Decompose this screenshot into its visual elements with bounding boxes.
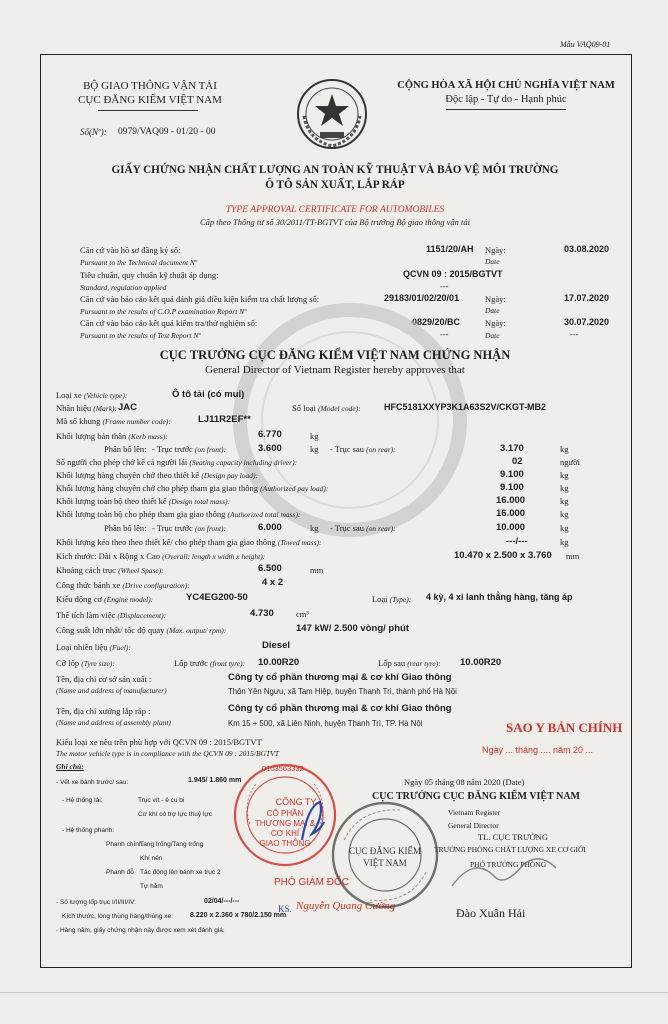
design-pay-unit: kg	[560, 470, 569, 480]
tyre-front-value: 10.00R20	[258, 657, 300, 668]
company-deputy-title: PHÓ GIÁM ĐỐC	[274, 877, 350, 888]
design-total-value: 16.000	[496, 495, 526, 506]
sign-date: Ngày 05 tháng 08 năm 2020 (Date)	[404, 777, 525, 787]
tyre-en: (Tyre size):	[81, 659, 115, 668]
notes-title: Ghi chú:	[56, 762, 84, 771]
approval-heading: CỤC TRƯỞNG CỤC ĐĂNG KIỂM VIỆT NAM CHỨNG NHẬN	[159, 348, 511, 362]
tyre-rear-label: Lốp sau	[378, 658, 406, 668]
register-stamp-center2: VIỆT NAM	[363, 858, 407, 868]
auth-pay-value: 9.100	[500, 482, 524, 493]
manuf-en: (Name and address of manufacturer)	[56, 686, 167, 695]
for-director: TL. CỤC TRƯỞNG	[478, 832, 548, 842]
dim-value: 10.470 x 2.500 x 3.760	[454, 550, 552, 561]
basis-row4-value: 0829/20/BC	[412, 317, 461, 327]
tyre-front-label: Lốp trước	[174, 658, 208, 668]
dim-en: (Overall: length x width x height):	[162, 552, 266, 561]
kerb-rear-value: 3.170	[500, 443, 524, 454]
fuel-en: (Fuel):	[109, 643, 131, 652]
register-en: Vietnam Register	[448, 808, 501, 817]
seat-en: (Seating capacity including driver):	[189, 458, 298, 467]
design-total-unit: kg	[560, 496, 569, 506]
company-signature-mark-icon	[298, 796, 328, 846]
form-code: Mẫu VAQ09-01	[560, 40, 611, 49]
number-label: Số(Nº):	[80, 127, 107, 137]
motto: Độc lập - Tự do - Hạnh phúc	[445, 94, 567, 105]
company-stamp-top: CÔNG TY	[275, 797, 317, 807]
note-steering-label: - Hệ thống lái:	[62, 797, 103, 804]
basis-row3-label: Căn cứ vào báo cáo kết quả đánh giá điều kiện kiểm tra chất lượng số:	[80, 294, 320, 304]
fuel-value: Diesel	[262, 640, 290, 651]
design-total-label: Khối lượng toàn bộ theo thiết kế	[56, 496, 167, 506]
note-cargo-value: 8.220 x 2.360 x 780/2.150 mm	[190, 912, 287, 919]
compliance-en: The motor vehicle type is in compliance with the QCVN 09 : 2015/BGTVT	[56, 749, 279, 758]
kerb-rear-en: (on rear):	[366, 445, 396, 454]
total-rear-label: - Trục sau	[330, 523, 365, 533]
auth-total-label: Khối lượng toàn bộ cho phép tham gia giao thông	[56, 509, 226, 519]
basis-row3-en: Pursuant to the results of C.O.P examination Report Nº	[80, 307, 247, 316]
kerb-front-unit: kg	[310, 444, 319, 454]
basis-row4-date-label: Ngày:	[485, 318, 506, 328]
basis-row1-date-label: Ngày:	[485, 245, 506, 255]
basis-row2-value: QCVN 09 : 2015/BGTVT	[403, 269, 503, 279]
basis-row3-date: 17.07.2020	[564, 293, 610, 303]
engine-label: Kiểu động cơ	[56, 594, 103, 604]
basis-row1-label: Căn cứ vào hồ sơ đăng ký số:	[80, 245, 181, 255]
manuf-name: Công ty cổ phần thương mại & cơ khí Giao thông	[228, 672, 452, 683]
auth-total-value: 16.000	[496, 508, 526, 519]
seat-label: Số người cho phép chở kể cả người lái	[56, 457, 188, 467]
note-brake-main-v1: Tang trống/Tang trống	[140, 841, 204, 848]
kerb-unit: kg	[310, 431, 319, 441]
title-line1: GIẤY CHỨNG NHẬN CHẤT LƯỢNG AN TOÀN KỸ THUẬT VÀ BẢO VỆ MÔI TRƯỜNG	[111, 164, 559, 176]
design-total-en: (Design total mass):	[168, 497, 230, 506]
total-front-label: - Trục trước	[152, 523, 193, 533]
basis-row4-sub: ---	[440, 329, 449, 339]
kerb-rear-label: - Trục sau	[330, 444, 365, 454]
config-label: Công thức bánh xe	[56, 580, 121, 590]
basis-row4-en: Pursuant to the results of Test Report Nº	[80, 331, 201, 340]
disp-value: 4.730	[250, 608, 274, 619]
note-tyre-count-label: - Số lượng lốp trục I/II/III/IV:	[56, 899, 136, 906]
basis-row1-date-en: Date	[485, 257, 500, 266]
engine-type-en: (Type):	[389, 595, 412, 604]
total-rear-value: 10.000	[496, 522, 526, 533]
tyre-front-en: (front tyre):	[210, 659, 246, 668]
wheel-value: 6.500	[258, 563, 282, 574]
wheel-label: Khoảng cách trục	[56, 565, 116, 575]
auth-pay-unit: kg	[560, 483, 569, 493]
dept-head: TRƯỞNG PHÒNG CHẤT LƯỢNG XE CƠ GIỚI	[434, 845, 586, 854]
basis-row1-value: 1151/20/AH	[426, 244, 474, 254]
total-rear-unit: kg	[560, 523, 569, 533]
director-title: CỤC TRƯỞNG CỤC ĐĂNG KIỂM VIỆT NAM	[372, 791, 580, 802]
kerb-front-value: 3.600	[258, 443, 282, 454]
engine-en: (Engine model):	[104, 595, 154, 604]
note-tyre-count-value: 02/04/---/---	[204, 898, 240, 905]
type-en: (Vehicle type):	[83, 391, 128, 400]
basis-row2-sub: ---	[440, 281, 449, 291]
config-en: (Drive configuration):	[122, 581, 190, 590]
note-cargo-label: Kích thước, lòng thùng hàng/thùng xe:	[62, 913, 173, 920]
company-stamp-l3: CƠ KHÍ	[270, 829, 300, 838]
total-front-unit: kg	[310, 523, 319, 533]
kerb-value: 6.770	[258, 429, 282, 440]
basis-row2-en: Standard, regulation applied	[80, 283, 167, 292]
note-steering-v2: Cơ khí có trợ lực thuỷ lực	[138, 811, 212, 818]
model-value: HFC5181XXYP3K1A63S2V/CKGT-MB2	[384, 402, 547, 412]
dim-label: Kích thước: Dài x Rộng x Cao	[56, 551, 161, 561]
plant-address: Km 15 + 500, xã Liên Ninh, huyện Thanh Trì, TP. Hà Nội	[228, 719, 423, 728]
design-pay-label: Khối lượng hàng chuyên chở theo thiết kế	[56, 470, 200, 480]
header-rule-right	[446, 109, 566, 110]
seat-unit: người	[560, 457, 580, 467]
copy-stamp-date: Ngày ... tháng .... năm 20 ...	[482, 745, 594, 755]
manuf-label: Tên, địa chỉ cơ sở sản xuất :	[56, 674, 152, 684]
note-brake-park-v2: Tự hãm	[140, 883, 163, 890]
power-value: 147 kW/ 2.500 vòng/ phút	[296, 623, 409, 634]
auth-pay-label: Khối lượng hàng chuyên chở cho phép tham gia giao thông	[56, 483, 258, 493]
total-front-en: (on front):	[194, 524, 227, 533]
power-en: (Max. output/ rpm):	[166, 626, 227, 635]
kerb-en: (Kerb mass):	[128, 432, 168, 441]
ministry-name: BỘ GIAO THÔNG VẬN TẢI	[83, 80, 217, 92]
frame-label: Mã số khung	[56, 416, 101, 426]
total-dist-label: Phân bố lên:	[104, 523, 147, 533]
plant-en: (Name and address of assembly plant)	[56, 718, 171, 727]
towed-unit: kg	[560, 537, 569, 547]
kerb-front-label: - Trục trước	[152, 444, 193, 454]
design-pay-value: 9.100	[500, 469, 524, 480]
seat-value: 02	[512, 456, 523, 467]
basis-row3-date-en: Date	[485, 306, 500, 315]
plant-label: Tên, địa chỉ xưởng lắp ráp :	[56, 706, 151, 716]
kerb-rear-unit: kg	[560, 444, 569, 454]
model-label: Số loại	[292, 403, 316, 413]
tyre-rear-value: 10.00R20	[460, 657, 502, 668]
national-emblem-icon	[294, 76, 370, 152]
power-label: Công suất lớn nhất/ tốc độ quay	[56, 625, 165, 635]
note-track-label: - Vết xe bánh trước/ sau:	[56, 779, 129, 786]
basis-row3-value: 29183/01/02/20/01	[384, 293, 460, 303]
wheel-unit: mm	[310, 565, 324, 575]
company-stamp-l2: THƯƠNG MẠI &	[254, 819, 316, 828]
model-en: (Model code):	[317, 404, 361, 413]
signer-name: Đào Xuân Hải	[456, 906, 526, 920]
towed-en: (Towed mass):	[277, 538, 322, 547]
disp-en: (Displacement):	[117, 611, 167, 620]
basis-row4-date: 30.07.2020	[564, 317, 610, 327]
dim-unit: mm	[566, 551, 580, 561]
frame-en: (Frame number code):	[102, 417, 171, 426]
disp-label: Thể tích làm việc	[56, 610, 116, 620]
wheel-en: (Wheel Spase):	[118, 566, 164, 575]
kerb-label: Khối lượng bản thân	[56, 431, 127, 441]
page-fold-line	[0, 992, 668, 993]
auth-pay-en: (Authorized pay load):	[260, 484, 329, 493]
title-line2: Ô TÔ SẢN XUẤT, LẮP RÁP	[265, 179, 405, 191]
company-stamp-l4: GIAO THÔNG	[259, 839, 311, 848]
frame-value: LJ11R2EF**	[198, 414, 251, 425]
company-signer: Nguyễn Quang Cường	[296, 900, 396, 912]
tyre-rear-en: (rear tyre):	[407, 659, 441, 668]
towed-label: Khối lượng kéo theo theo thiết kế/ cho phép tham gia giao thông	[56, 537, 276, 547]
republic-name: CỘNG HÒA XÃ HỘI CHỦ NGHĨA VIỆT NAM	[397, 80, 615, 91]
compliance-vi: Kiểu loại xe nêu trên phù hợp với QCVN 09 : 2015/BGTVT	[56, 737, 262, 747]
agency-name: CỤC ĐĂNG KIỂM VIỆT NAM	[78, 94, 222, 106]
mark-value: JAC	[118, 402, 138, 413]
manuf-address: Thôn Yên Ngưu, xã Tam Hiệp, huyện Thanh Trì, thành phố Hà Nội	[228, 687, 457, 696]
engine-type-label: Loại	[372, 594, 388, 604]
mark-label: Nhãn hiệu	[56, 403, 92, 413]
basis-row4-date-sub: ---	[570, 329, 579, 339]
certificate-number: 0979/VAQ09 - 01/20 - 00	[118, 127, 216, 137]
title-english: TYPE APPROVAL CERTIFICATE FOR AUTOMOBILES	[225, 205, 445, 215]
note-steering-v1: Trục vít - ê cu bi	[138, 797, 185, 804]
company-stamp-l1: CỔ PHẦN	[266, 809, 304, 818]
note-brake-park-v1: Tác động lên bánh xe trục 2	[140, 869, 221, 876]
note-annual-review: - Hàng năm, giấy chứng nhận này được xem xét đánh giá.	[56, 927, 225, 934]
total-rear-en: (on rear):	[366, 524, 396, 533]
type-label: Loại xe	[56, 390, 82, 400]
plant-name: Công ty cổ phần thương mại & cơ khí Giao thông	[228, 703, 452, 714]
tyre-label: Cỡ lốp	[56, 658, 80, 668]
vehicle-type-value: Ô tô tải (có mui)	[172, 389, 245, 400]
note-track-value: 1.945/ 1.860 mm	[188, 777, 242, 784]
register-stamp-center1: CỤC ĐĂNG KIỂM	[349, 846, 421, 856]
design-pay-en: (Design pay load):	[201, 471, 258, 480]
mark-en: (Mark):	[93, 404, 118, 413]
director-signature-icon	[444, 846, 564, 906]
auth-total-en: (Authorized total mass):	[227, 510, 301, 519]
note-brake-main: Phanh chính	[106, 841, 143, 848]
approval-english: General Director of Vietnam Register hereby approves that	[205, 364, 465, 376]
basis-row4-date-en: Date	[485, 331, 500, 340]
copy-stamp-title: SAO Y BẢN CHÍNH	[506, 720, 623, 735]
total-front-value: 6.000	[258, 522, 282, 533]
kerb-dist-label: Phân bố lên:	[104, 444, 147, 454]
company-stamp-tax-id: 0103563332	[262, 764, 304, 773]
fuel-label: Loại nhiên liệu	[56, 642, 108, 652]
deputy-head: PHÓ TRƯỞNG PHÒNG	[470, 860, 547, 869]
basis-row1-en: Pursuant to the Technical document Nº	[80, 258, 198, 267]
kerb-front-en: (on front):	[194, 445, 227, 454]
note-brake-park: Phanh đỗ	[106, 869, 134, 876]
config-value: 4 x 2	[262, 577, 284, 588]
note-brake-label: - Hệ thống phanh:	[62, 827, 115, 834]
engine-value: YC4EG200-50	[186, 592, 248, 603]
gd-en: General Director	[448, 821, 499, 830]
disp-unit: cm³	[296, 609, 309, 619]
basis-row3-date-label: Ngày:	[485, 294, 506, 304]
title-basis: Cấp theo Thông tư số 30/2011/TT-BGTVT của Bộ trưởng Bộ giao thông vận tải	[200, 217, 470, 227]
header-rule-left	[98, 110, 198, 111]
basis-row2-label: Tiêu chuẩn, quy chuẩn kỹ thuật áp dụng:	[80, 270, 219, 280]
basis-row4-label: Căn cứ vào báo cáo kết quả kiểm tra/thử nghiệm số:	[80, 318, 258, 328]
auth-total-unit: kg	[560, 509, 569, 519]
note-brake-main-v2: Khí nén	[140, 855, 163, 862]
towed-value: ---/---	[506, 536, 528, 547]
engine-type-value: 4 kỳ, 4 xi lanh thẳng hàng, tăng áp	[426, 592, 573, 602]
basis-row1-date: 03.08.2020	[564, 244, 610, 254]
company-ks: KS.	[278, 904, 292, 914]
